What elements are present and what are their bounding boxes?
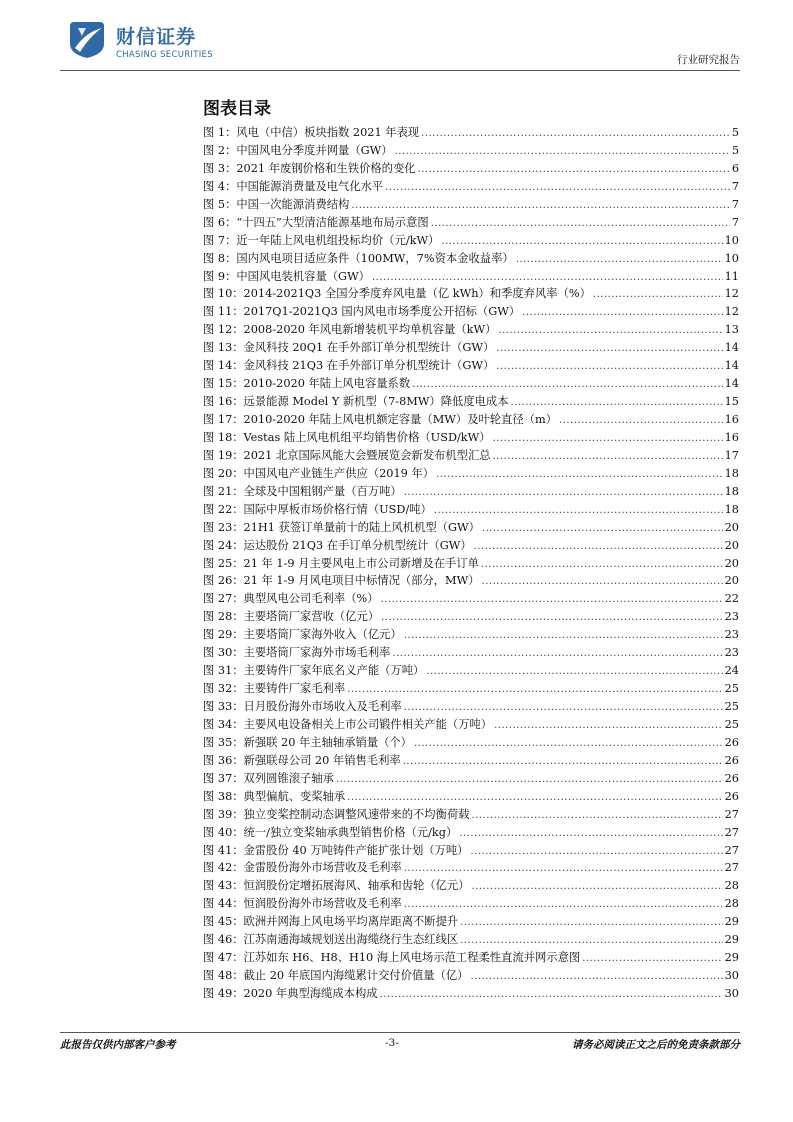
toc-leader-dots: [404, 484, 723, 502]
toc-leader-dots: [372, 269, 723, 287]
toc-entry[interactable]: [203, 303, 739, 321]
toc-entry-page: 18: [724, 502, 739, 516]
toc-entry-page: 27: [724, 843, 739, 857]
toc-entry-label: 图 27：典型风电公司毛利率（%）: [203, 592, 379, 606]
toc-leader-dots: [403, 753, 723, 771]
toc-entry[interactable]: [203, 285, 739, 303]
toc-entry-page: 27: [724, 807, 739, 821]
toc-entry-page: 15: [724, 395, 739, 409]
toc-entry-page: 27: [724, 825, 739, 839]
toc-leader-dots: [431, 215, 730, 233]
toc-entry-page: 27: [724, 861, 739, 875]
toc-entry-label: 图 43：恒润股份定增拓展海风、轴承和齿轮（亿元）: [203, 879, 470, 893]
toc-entry-page: 14: [724, 377, 739, 391]
toc-leader-dots: [395, 143, 730, 161]
toc-entry[interactable]: [203, 483, 739, 501]
toc-entry-page: 18: [724, 466, 739, 480]
logo-text-en: CHASING SECURITIES: [116, 50, 213, 60]
toc-leader-dots: [385, 179, 730, 197]
toc-entry-page: 16: [724, 413, 739, 426]
toc-entry-page: 7: [731, 215, 739, 229]
toc-entry[interactable]: [203, 142, 739, 160]
toc-entry-label: 图 17：2010-2020 年陆上风电机额定容量（MW）及叶轮直径（m）: [203, 413, 558, 426]
toc-entry-label: 图 29：主要塔筒厂家海外收入（亿元）: [203, 628, 402, 642]
toc-leader-dots: [482, 573, 723, 591]
toc-entry-label: 图 14：金风科技 21Q3 在手外部订单分机型统计（GW）: [203, 359, 495, 373]
toc-entry[interactable]: [203, 590, 739, 608]
toc-entry[interactable]: [203, 519, 739, 537]
toc-entry[interactable]: [203, 859, 739, 877]
toc-entry-page: 30: [724, 969, 739, 983]
toc-leader-dots: [481, 556, 723, 574]
toc-entry-page: 23: [724, 646, 739, 660]
toc-entry[interactable]: [203, 895, 739, 913]
toc-entry-label: 图 41：金雷股份 40 万吨铸件产能扩张计划（万吨）: [203, 843, 469, 857]
toc-entry[interactable]: [203, 608, 739, 626]
toc-entry-label: 图 32：主要铸件厂家毛利率: [203, 682, 346, 696]
toc-entry[interactable]: [203, 321, 739, 339]
toc-entry-label: 图 13：金风科技 20Q1 在手外部订单分机型统计（GW）: [203, 341, 495, 355]
toc-leader-dots: [494, 717, 723, 735]
toc-leader-dots: [493, 430, 723, 448]
toc-entry-label: 图 33：日月股份海外市场收入及毛利率: [203, 700, 402, 713]
toc-entry-page: 10: [724, 233, 739, 247]
toc-entry-label: 图 5：中国一次能源消费结构: [203, 197, 350, 211]
toc-entry-label: 图 34：主要风电设备相关上市公司锻件相关产能（万吨）: [203, 717, 493, 731]
toc-entry[interactable]: [203, 967, 739, 985]
toc-entry[interactable]: [203, 339, 739, 357]
toc-entry-page: 20: [724, 520, 739, 534]
toc-entry[interactable]: [203, 268, 739, 286]
toc-leader-dots: [460, 914, 722, 932]
toc-leader-dots: [470, 968, 722, 986]
toc-entry[interactable]: [203, 680, 739, 698]
toc-entry[interactable]: [203, 985, 739, 1003]
toc-entry[interactable]: [203, 357, 739, 375]
toc-entry[interactable]: [203, 662, 739, 680]
toc-entry-label: 图 24：运达股份 21Q3 在手订单分机型统计（GW）: [203, 538, 472, 552]
toc-leader-dots: [336, 771, 723, 789]
toc-entry[interactable]: [203, 931, 739, 949]
toc-entry-page: 26: [724, 753, 739, 767]
toc-entry-label: 图 2：中国风电分季度并网量（GW）: [203, 143, 393, 157]
toc-entry-label: 图 48：截止 20 年底国内海缆累计交付价值量（亿）: [203, 969, 469, 983]
toc-entry[interactable]: [203, 537, 739, 555]
toc-entry-label: 图 20：中国风电产业链生产供应（2019 年）: [203, 466, 435, 480]
toc-entry-page: 29: [724, 951, 739, 965]
toc-entry-label: 图 42：金雷股份海外市场营收及毛利率: [203, 861, 402, 875]
toc-entry-label: 图 7：近一年陆上风电机组投标均价（元/kW）: [203, 233, 440, 247]
toc-entry-label: 图 25：21 年 1-9 月主要风电上市公司新增及在手订单: [203, 556, 479, 570]
toc-entry-page: 25: [724, 717, 739, 731]
toc-entry-page: 25: [724, 700, 739, 713]
toc-entry-label: 图 4：中国能源消费量及电气化水平: [203, 179, 384, 193]
toc-leader-dots: [404, 699, 723, 717]
toc-leader-dots: [414, 735, 723, 753]
toc-entry-page: 5: [731, 143, 739, 157]
toc-leader-dots: [404, 860, 723, 878]
toc-entry-label: 图 37：双列圆锥滚子轴承: [203, 771, 334, 785]
toc-leader-dots: [516, 251, 723, 269]
toc-leader-dots: [381, 591, 723, 609]
toc-entry[interactable]: [203, 465, 739, 483]
logo-icon: [66, 18, 108, 60]
toc-leader-dots: [418, 161, 730, 179]
toc-entry-page: 7: [731, 179, 739, 193]
toc-entry[interactable]: [203, 626, 739, 644]
toc-entry[interactable]: [203, 429, 739, 447]
toc-entry-page: 14: [724, 341, 739, 355]
toc-entry-page: 25: [724, 682, 739, 696]
toc-entry-page: 26: [724, 735, 739, 749]
toc-leader-dots: [380, 986, 723, 1004]
toc-entry-label: 图 38：典型偏航、变桨轴承: [203, 789, 346, 803]
toc-entry-label: 图 6：“十四五”大型清洁能源基地布局示意图: [203, 215, 429, 229]
toc-entry-label: 图 1：风电（中信）板块指数 2021 年表现: [203, 126, 420, 139]
toc-entry-label: 图 15：2010-2020 年陆上风电容量系数: [203, 377, 411, 391]
toc-leader-dots: [347, 789, 722, 807]
toc-entry[interactable]: [203, 501, 739, 519]
footer-notice: 请务必阅读正文之后的免责条款部分: [572, 1039, 740, 1051]
toc-leader-dots: [434, 502, 723, 520]
page-title: 图表目录: [203, 99, 271, 119]
toc-entry-label: 图 19：2021 北京国际风能大会暨展览会新发布机型汇总: [203, 448, 491, 462]
toc-leader-dots: [436, 466, 723, 484]
toc-entry-label: 图 35：新强联 20 年主轴轴承销量（个）: [203, 735, 412, 749]
toc-entry-page: 5: [731, 126, 739, 139]
toc-leader-dots: [347, 681, 722, 699]
toc-entry-label: 图 3：2021 年废钢价格和生铁价格的变化: [203, 161, 416, 175]
toc-entry[interactable]: [203, 644, 739, 662]
toc-entry-label: 图 46：江苏南通海域规划送出海缆绕行生态红线区: [203, 933, 459, 947]
toc-entry-label: 图 22：国际中厚板市场价格行情（USD/吨）: [203, 502, 432, 516]
toc-leader-dots: [496, 340, 722, 358]
toc-entry-label: 图 16：远景能源 Model Y 新机型（7-8MW）降低度电成本: [203, 395, 509, 409]
toc-leader-dots: [441, 233, 722, 251]
toc-entry[interactable]: [203, 877, 739, 895]
toc-leader-dots: [582, 950, 722, 968]
toc-entry-page: 23: [724, 628, 739, 642]
toc-entry-page: 29: [724, 933, 739, 947]
toc-leader-dots: [472, 807, 723, 825]
toc-entry-page: 29: [724, 915, 739, 929]
toc-entry-page: 18: [724, 484, 739, 498]
toc-entry-page: 22: [724, 592, 739, 606]
toc-leader-dots: [404, 627, 723, 645]
toc-entry-label: 图 49：2020 年典型海缆成本构成: [203, 987, 378, 1000]
toc-entry-label: 图 45：欧洲并网海上风电场平均离岸距离不断提升: [203, 915, 459, 929]
toc-entry-page: 26: [724, 771, 739, 785]
footer-divider: [60, 1032, 740, 1033]
toc-leader-dots: [404, 896, 723, 914]
toc-entry-page: 7: [731, 197, 739, 211]
toc-leader-dots: [351, 197, 729, 215]
toc-entry-label: 图 12：2008-2020 年风电新增装机平均单机容量（kW）: [203, 323, 497, 337]
toc-entry-label: 图 10：2014-2021Q3 全国分季度弃风电量（亿 kWh）和季度弃风率（%）: [203, 287, 591, 301]
toc-entry[interactable]: [203, 806, 739, 824]
toc-leader-dots: [421, 125, 730, 143]
toc-entry-page: 11: [724, 269, 739, 283]
footer-disclaimer: 此报告仅供内部客户参考: [60, 1039, 176, 1051]
toc-leader-dots: [381, 609, 723, 627]
toc-entry-page: 28: [724, 879, 739, 893]
toc-leader-dots: [459, 825, 722, 843]
toc-leader-dots: [474, 538, 723, 556]
toc-entry[interactable]: [203, 716, 739, 734]
toc-entry[interactable]: [203, 842, 739, 860]
toc-entry-label: 图 8：国内风电项目适应条件（100MW，7%资本金收益率）: [203, 251, 514, 265]
toc-entry[interactable]: [203, 734, 739, 752]
toc-entry[interactable]: [203, 411, 739, 429]
toc-entry-page: 26: [724, 789, 739, 803]
toc-entry[interactable]: [203, 572, 739, 590]
toc-entry[interactable]: [203, 447, 739, 465]
toc-entry-page: 28: [724, 897, 739, 911]
toc-entry[interactable]: [203, 698, 739, 716]
toc-entry[interactable]: [203, 770, 739, 788]
toc-entry-page: 24: [724, 664, 739, 678]
toc-entry-label: 图 36：新强联母公司 20 年销售毛利率: [203, 753, 401, 767]
report-type-label: 行业研究报告: [677, 54, 740, 66]
toc-entry-label: 图 47：江苏如东 H6、H8、H10 海上风电场示范工程柔性直流并网示意图: [203, 951, 581, 965]
toc-entry[interactable]: [203, 788, 739, 806]
toc-leader-dots: [498, 322, 722, 340]
toc-entry-page: 20: [724, 538, 739, 552]
toc-entry-page: 20: [724, 556, 739, 570]
page-number: -3-: [385, 1037, 399, 1049]
toc-entry[interactable]: [203, 250, 739, 268]
toc-entry[interactable]: [203, 232, 739, 250]
toc-leader-dots: [511, 394, 723, 412]
toc-entry-label: 图 23：21H1 获签订单量前十的陆上风机机型（GW）: [203, 520, 480, 534]
toc-leader-dots: [593, 286, 723, 304]
header-divider: [60, 70, 740, 71]
toc-leader-dots: [493, 448, 723, 466]
toc-leader-dots: [426, 663, 722, 681]
toc-entry[interactable]: [203, 160, 739, 178]
toc-entry-label: 图 39：独立变桨控制动态调整风速带来的不均衡荷载: [203, 807, 470, 821]
toc-entry-page: 17: [724, 448, 739, 462]
toc-entry-label: 图 28：主要塔筒厂家营收（亿元）: [203, 610, 380, 624]
toc-entry-page: 6: [731, 161, 739, 175]
toc-entry-page: 12: [724, 287, 739, 301]
toc-entry-label: 图 26：21 年 1-9 月风电项目中标情况（部分，MW）: [203, 574, 480, 588]
toc-leader-dots: [472, 878, 723, 896]
toc-entry-page: 23: [724, 610, 739, 624]
toc-entry-label: 图 9：中国风电装机容量（GW）: [203, 269, 370, 283]
toc-entry-page: 16: [724, 430, 739, 444]
toc-entry-page: 10: [724, 251, 739, 265]
toc-leader-dots: [522, 304, 722, 322]
logo-text-cn: 财信证券: [116, 26, 197, 48]
toc-entry[interactable]: [203, 375, 739, 393]
toc-entry[interactable]: [203, 752, 739, 770]
toc-entry[interactable]: [203, 393, 739, 411]
toc-entry[interactable]: [203, 124, 739, 142]
toc-leader-dots: [496, 358, 722, 376]
table-of-figures: [203, 124, 739, 1003]
toc-leader-dots: [412, 376, 722, 394]
toc-entry-label: 图 30：主要塔筒厂家海外市场毛利率: [203, 646, 391, 660]
toc-entry-page: 12: [724, 305, 739, 319]
toc-entry[interactable]: [203, 555, 739, 573]
toc-entry-page: 20: [724, 574, 739, 588]
toc-leader-dots: [482, 520, 723, 538]
toc-leader-dots: [470, 843, 722, 861]
toc-entry-label: 图 31：主要铸件厂家年底名义产能（万吨）: [203, 664, 425, 678]
toc-entry[interactable]: [203, 178, 739, 196]
toc-entry-page: 14: [724, 359, 739, 373]
toc-entry[interactable]: [203, 824, 739, 842]
toc-entry-label: 图 11：2017Q1-2021Q3 国内风电市场季度公开招标（GW）: [203, 305, 521, 319]
toc-entry[interactable]: [203, 913, 739, 931]
toc-leader-dots: [392, 645, 722, 663]
toc-entry-page: 13: [724, 323, 739, 337]
toc-entry-label: 图 44：恒润股份海外市场营收及毛利率: [203, 897, 402, 911]
toc-entry-label: 图 18：Vestas 陆上风电机组平均销售价格（USD/kW）: [203, 430, 491, 444]
toc-entry-page: 30: [724, 987, 739, 1000]
toc-entry[interactable]: [203, 196, 739, 214]
toc-entry[interactable]: [203, 214, 739, 232]
toc-leader-dots: [460, 932, 722, 950]
page-header: [60, 14, 740, 68]
toc-entry[interactable]: [203, 949, 739, 967]
toc-entry-label: 图 40：统一/独立变桨轴承典型销售价格（元/kg）: [203, 825, 458, 839]
toc-entry-label: 图 21：全球及中国粗钢产量（百万吨）: [203, 484, 402, 498]
toc-leader-dots: [559, 412, 723, 430]
